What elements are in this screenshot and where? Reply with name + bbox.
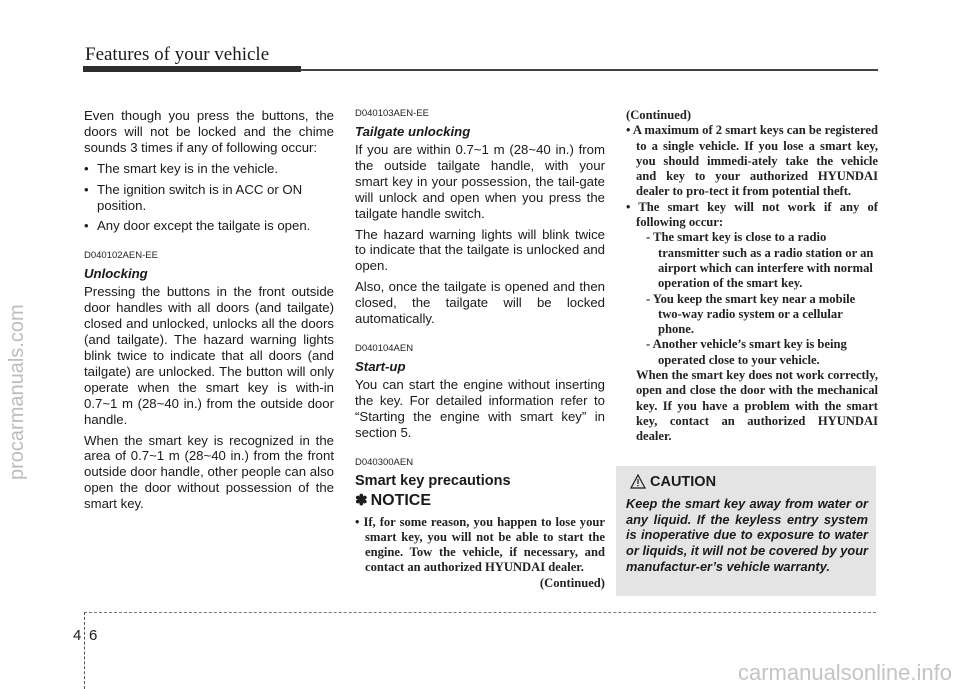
section-code: D040103AEN-EE <box>355 108 429 119</box>
tailgate-paragraph-1: If you are within 0.7~1 m (28~40 in.) from the outside tailgate handle, with your smart key in your possession, the tail-gate will unlock and open when you press the tailgate handle switch. <box>355 142 605 221</box>
footer-rule <box>84 612 876 613</box>
unlocking-paragraph-2: When the smart key is recognized in the area of 0.7~1 m (28~40 in.) from the front outside door handle, other people can also open the door without possession of the smart key. <box>84 432 334 512</box>
notice-item-text: The smart key will not work if any of following occur: <box>636 199 878 230</box>
caution-heading <box>630 474 716 490</box>
page-number: 6 <box>89 627 98 644</box>
caution-text: Keep the smart key away from water or any liquid. If the keyless entry system is inoperative due to exposure to water or liquids, it will not be covered by your manufactur-er’s vehicle warranty. <box>626 496 868 574</box>
startup-heading: Start-up <box>355 358 406 374</box>
condition-list <box>84 161 334 235</box>
tailgate-paragraph-3: Also, once the tailgate is opened and then closed, the tailgate will be locked automatically. <box>355 279 605 327</box>
section-number: 4 <box>73 627 82 644</box>
header-bar <box>83 66 301 72</box>
notice-item: • The smart key will not work if any of following occur: <box>626 199 878 230</box>
notice-star-icon: ✽ <box>355 491 368 509</box>
side-watermark-text: procarmanuals.com <box>6 304 28 480</box>
notice-heading <box>355 491 605 510</box>
footer-divider <box>84 612 85 689</box>
intro-paragraph: Even though you press the buttons, the doors will not be locked and the chime sounds 3 times if any of following occur: <box>84 108 334 155</box>
caution-label: CAUTION <box>650 474 717 490</box>
notice-subitem: - The smart key is close to a radio transmitter such as a radio station or an airport which can interfere with normal operation of the smart key. <box>646 230 874 291</box>
caution-box <box>616 466 876 596</box>
list-item: • The ignition switch is in ACC or ON position. <box>84 182 334 214</box>
section-code: D040102AEN-EE <box>84 250 158 262</box>
notice-item-text: A maximum of 2 smart keys can be registered to a single vehicle. If you lose a smart key, you should immedi-ately take the vehicle and key to your authorized HYUNDAI dealer to pro-tect it from potential theft. <box>632 123 878 199</box>
unlocking-heading: Unlocking <box>84 266 148 282</box>
list-item: • The smart key is in the vehicle. <box>84 161 334 177</box>
notice-label: NOTICE <box>370 491 432 509</box>
tailgate-paragraph-2: The hazard warning lights will blink twice to indicate that the tailgate is unlocked and open. <box>355 226 605 274</box>
list-item: • Any door except the tailgate is open. <box>84 218 334 234</box>
column-3 <box>626 108 878 445</box>
startup-paragraph: You can start the engine without inserting the key. For detailed information refer to “Starting the engine with smart key” in section 5. <box>355 376 605 440</box>
section-code: D040104AEN <box>355 342 414 354</box>
page-header-title: Features of your vehicle <box>85 44 270 65</box>
side-watermark <box>6 304 36 510</box>
column-2 <box>355 108 605 591</box>
notice-subitem: - Another vehicle’s smart key is being operated close to your vehicle. <box>646 337 847 367</box>
unlocking-paragraph-1: Pressing the buttons in the front outside door handles with all doors (and tailgate) closed and unlocked, unlocks all the doors (and tailgate). The hazard warning lights blink twice to indicate that all doors (and tailgate) are unlocked. The button will only operate when the smart key is with-in 0.7~1 m (28~40 in.) from the outside door handle. <box>84 284 334 427</box>
notice-item-text: If, for some reason, you happen to lose your smart key, you will not be able to start the engine. Tow the vehicle, if necessary, and contact an authorized HYUNDAI dealer. <box>363 514 605 575</box>
notice-item: • A maximum of 2 smart keys can be registered to a single vehicle. If you lose a smart key, you should immedi-ately take the vehicle and key to your authorized HYUNDAI dealer to pro-tect it from potential theft. <box>626 123 878 199</box>
notice-closing: When the smart key does not work correctly, open and close the door with the mechanical key. If you have a problem with the smart key, contact an authorized HYUNDAI dealer. <box>636 368 878 444</box>
warning-triangle-icon <box>630 474 646 489</box>
notice-item: • If, for some reason, you happen to lose your smart key, you will not be able to start the engine. Tow the vehicle, if necessary, and contact an authorized HYUNDAI dealer. <box>355 514 605 575</box>
section-code: D040300AEN <box>355 456 414 468</box>
continued-label: (Continued) <box>539 575 605 590</box>
bottom-watermark: carmanualsonline.info <box>737 660 952 685</box>
header-rule <box>300 69 878 71</box>
continued-label: (Continued) <box>626 108 692 122</box>
precautions-heading: Smart key precautions <box>355 472 511 489</box>
tailgate-heading: Tailgate unlocking <box>355 124 471 139</box>
column-1 <box>84 108 334 517</box>
notice-subitem: - You keep the smart key near a mobile two-way radio system or a cellular phone. <box>646 291 856 337</box>
